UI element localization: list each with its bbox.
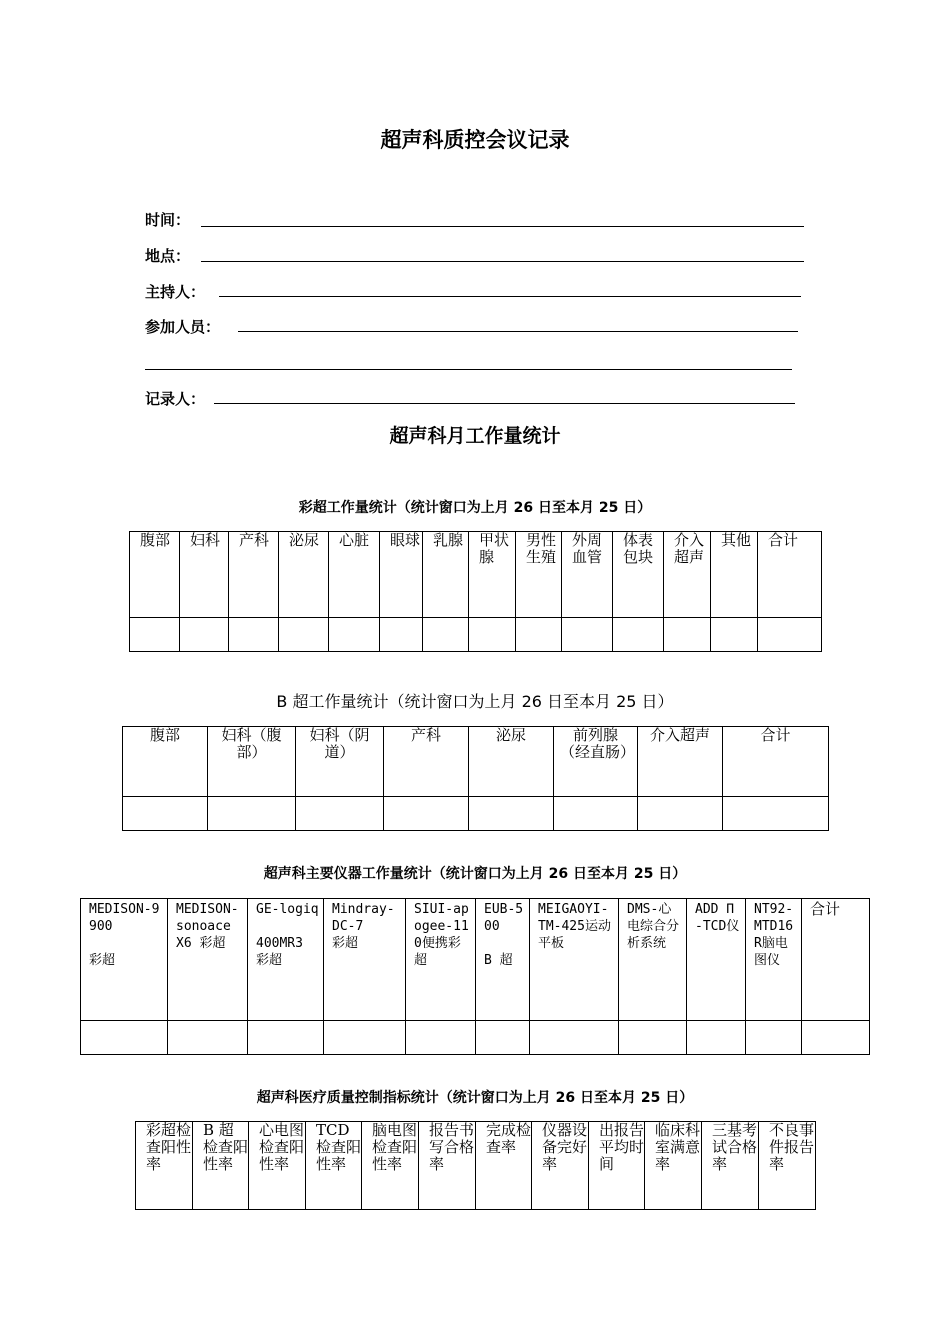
instrument-header-cell <box>530 899 619 1021</box>
data-cell[interactable] <box>423 618 469 652</box>
data-cell[interactable] <box>384 797 469 831</box>
indicator-header-cell: 脑电图检查阳性率 <box>362 1122 419 1210</box>
data-cell[interactable] <box>406 1021 476 1055</box>
data-cell[interactable] <box>562 618 613 652</box>
indicator-header-cell: 不良事件报告率 <box>759 1122 816 1210</box>
instrument-type: 合计 <box>810 900 841 918</box>
instrument-header-cell <box>687 899 746 1021</box>
document-title: 超声科质控会议记录 <box>380 128 570 152</box>
instrument-model: MEDISON-sonoace X6 <box>176 902 239 951</box>
data-cell[interactable] <box>380 618 423 652</box>
attendees-label: 参加人员： <box>145 318 221 336</box>
header-cell: 产科 <box>229 532 279 618</box>
instrument-type: 心电综合分析系统 <box>627 902 680 951</box>
header-cell: 腹部 <box>130 532 180 618</box>
header-cell: 产科 <box>384 727 469 797</box>
place-label: 地点： <box>145 247 191 265</box>
data-cell[interactable] <box>711 618 758 652</box>
data-cell[interactable] <box>469 797 554 831</box>
attendees-field[interactable] <box>238 331 798 332</box>
instrument-model: NT92-MTD16R <box>754 902 794 951</box>
color-doppler-caption: 彩超工作量统计（统计窗口为上月 26 日至本月 25 日） <box>298 500 652 516</box>
header-cell: 妇科（腹部） <box>208 727 296 797</box>
data-cell[interactable] <box>229 618 279 652</box>
indicator-header-cell: 彩超检查阳性率 <box>136 1122 193 1210</box>
data-cell[interactable] <box>248 1021 324 1055</box>
header-cell: 合计 <box>758 532 822 618</box>
indicator-header-cell: 出报告平均时间 <box>589 1122 645 1210</box>
instrument-model: Mindray-DC-7 <box>332 902 395 934</box>
instrument-type: 彩超 <box>332 936 359 951</box>
header-cell: 介入超声 <box>664 532 711 618</box>
header-cell: 体表包块 <box>613 532 664 618</box>
instrument-header-cell <box>746 899 802 1021</box>
data-cell[interactable] <box>802 1021 870 1055</box>
instruments-caption: 超声科主要仪器工作量统计（统计窗口为上月 26 日至本月 25 日） <box>263 866 687 882</box>
data-cell[interactable] <box>168 1021 248 1055</box>
instrument-header-cell <box>802 899 870 1021</box>
data-cell[interactable] <box>180 618 229 652</box>
instrument-model: MEIGAOYI-TM-425 <box>538 902 609 934</box>
host-field[interactable] <box>219 296 801 297</box>
time-field[interactable] <box>201 226 804 227</box>
data-cell[interactable] <box>619 1021 687 1055</box>
data-cell[interactable] <box>476 1021 530 1055</box>
data-cell[interactable] <box>130 618 180 652</box>
header-cell: 介入超声 <box>638 727 723 797</box>
time-label: 时间： <box>145 211 191 229</box>
instrument-type: 脑电图仪 <box>754 936 788 968</box>
indicator-header-cell: 仪器设备完好率 <box>532 1122 589 1210</box>
data-cell[interactable] <box>613 618 664 652</box>
data-cell[interactable] <box>554 797 638 831</box>
indicator-header-cell: 报告书写合格率 <box>419 1122 476 1210</box>
quality-caption: 超声科医疗质量控制指标统计（统计窗口为上月 26 日至本月 25 日） <box>256 1090 694 1106</box>
color-doppler-table <box>129 531 822 652</box>
data-cell[interactable] <box>279 618 329 652</box>
indicator-header-cell: B 超检查阳性率 <box>193 1122 249 1210</box>
indicator-header-cell: 完成检查率 <box>476 1122 532 1210</box>
header-cell: 泌尿 <box>279 532 329 618</box>
data-cell[interactable] <box>530 1021 619 1055</box>
instrument-model: DMS- <box>627 902 659 917</box>
indicator-header-cell: 心电图检查阳性率 <box>249 1122 306 1210</box>
header-cell: 腹部 <box>123 727 208 797</box>
data-cell[interactable] <box>81 1021 168 1055</box>
b-mode-caption: B 超工作量统计（统计窗口为上月 26 日至本月 25 日） <box>276 692 674 711</box>
instrument-type: 彩超 <box>89 953 116 968</box>
recorder-label: 记录人： <box>145 390 206 408</box>
b-mode-table <box>122 726 829 831</box>
instrument-type: 便携彩超 <box>414 936 461 968</box>
data-cell[interactable] <box>329 618 380 652</box>
workload-subtitle: 超声科月工作量统计 <box>389 425 561 447</box>
header-cell: 男性生殖 <box>516 532 562 618</box>
header-cell: 合计 <box>723 727 829 797</box>
indicator-header-cell: TCD 检查阳性率 <box>306 1122 362 1210</box>
data-cell[interactable] <box>208 797 296 831</box>
host-label: 主持人： <box>145 283 206 301</box>
recorder-field[interactable] <box>214 403 795 404</box>
instrument-type: 彩超 <box>199 936 226 951</box>
instrument-model: EUB-500 <box>484 902 524 934</box>
data-cell[interactable] <box>723 797 829 831</box>
header-cell: 妇科 <box>180 532 229 618</box>
data-cell[interactable] <box>296 797 384 831</box>
instrument-header-cell <box>324 899 406 1021</box>
indicator-header-cell: 临床科室满意率 <box>645 1122 702 1210</box>
instrument-header-cell <box>168 899 248 1021</box>
instruments-table <box>80 898 870 1055</box>
header-cell: 外周血管 <box>562 532 613 618</box>
data-cell[interactable] <box>516 618 562 652</box>
header-cell: 乳腺 <box>423 532 469 618</box>
instrument-header-cell <box>619 899 687 1021</box>
instrument-model: SIUI-apogee-110 <box>414 902 469 951</box>
header-cell: 甲状腺 <box>469 532 516 618</box>
header-cell: 其他 <box>711 532 758 618</box>
instrument-type: 400MR3 彩超 <box>256 936 303 968</box>
indicator-header-cell: 三基考试合格率 <box>702 1122 759 1210</box>
instrument-header-cell <box>406 899 476 1021</box>
header-cell: 心脏 <box>329 532 380 618</box>
data-cell[interactable] <box>469 618 516 652</box>
instrument-header-cell <box>81 899 168 1021</box>
place-field[interactable] <box>201 261 804 262</box>
data-cell[interactable] <box>123 797 208 831</box>
header-cell: 泌尿 <box>469 727 554 797</box>
data-cell[interactable] <box>324 1021 406 1055</box>
instrument-header-cell <box>248 899 324 1021</box>
instrument-type: B 超 <box>484 953 513 968</box>
header-cell: 前列腺（经直肠） <box>554 727 638 797</box>
attendees-field-continued[interactable] <box>145 369 792 370</box>
instrument-type: 运动平板 <box>538 919 611 951</box>
header-cell: 眼球 <box>380 532 423 618</box>
data-cell[interactable] <box>746 1021 802 1055</box>
data-cell[interactable] <box>687 1021 746 1055</box>
header-cell: 妇科（阴道） <box>296 727 384 797</box>
quality-table <box>135 1121 816 1210</box>
data-cell[interactable] <box>758 618 822 652</box>
data-cell[interactable] <box>664 618 711 652</box>
instrument-header-cell <box>476 899 530 1021</box>
instrument-model: GE-logiq <box>256 902 319 917</box>
instrument-model: ADD Π-TCD <box>695 902 735 934</box>
instrument-type: 仪 <box>726 919 740 934</box>
instrument-model: MEDISON-9900 <box>89 902 160 934</box>
data-cell[interactable] <box>638 797 723 831</box>
